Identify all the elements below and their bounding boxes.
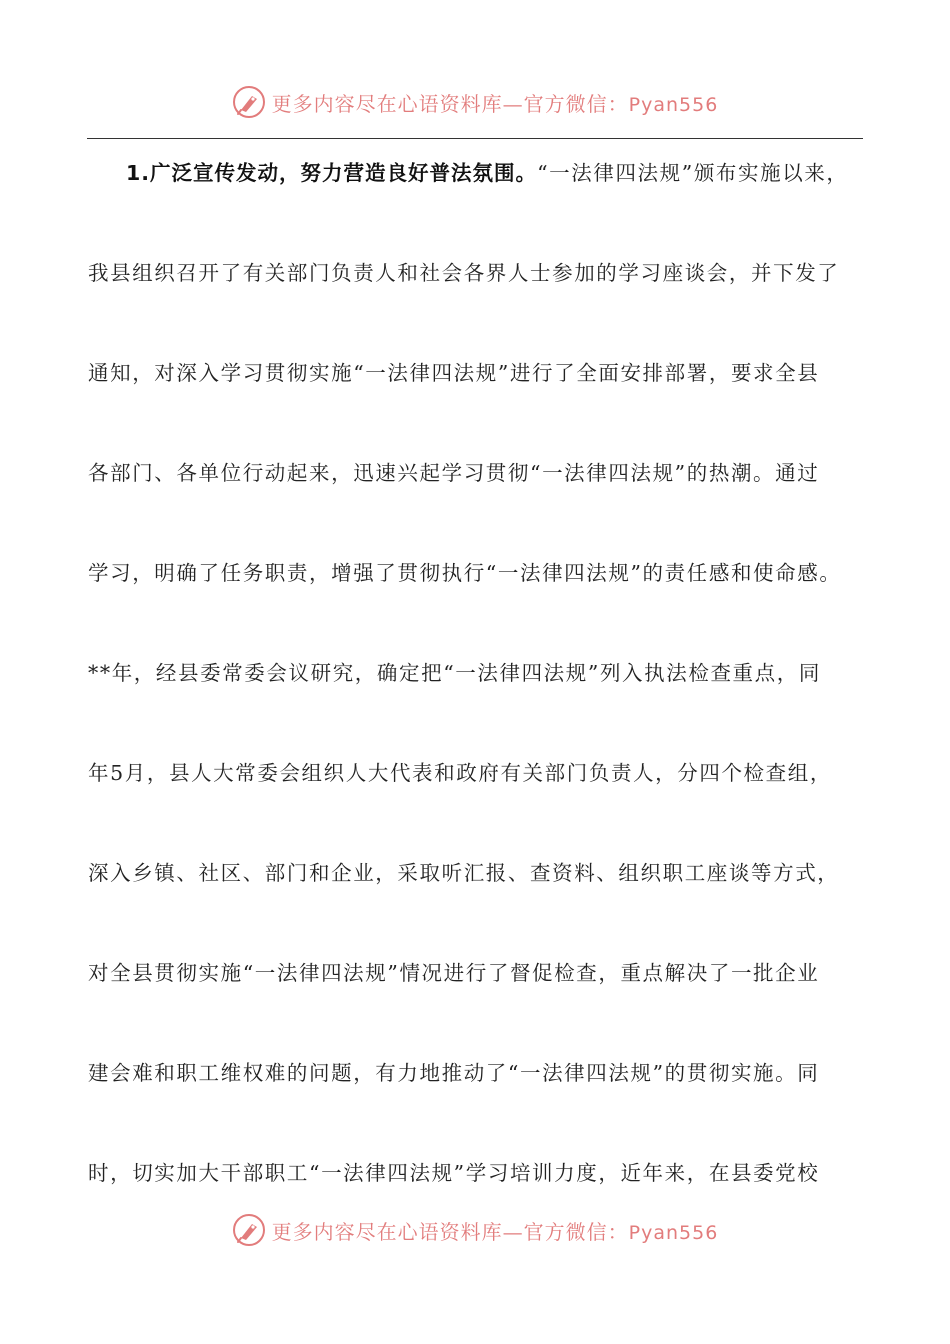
pen-nib-icon — [232, 1213, 266, 1247]
paragraph-line: 建会难和职工维权难的问题，有力地推动了“一法律四法规”的贯彻实施。同 — [88, 1061, 820, 1085]
header-wechat-id: Pyan556 — [628, 93, 719, 116]
footer-banner-text — [272, 1216, 719, 1245]
document-body — [88, 150, 864, 1250]
paragraph-line: 学习，明确了任务职责，增强了贯彻执行“一法律四法规”的责任感和使命感。 — [88, 561, 842, 585]
paragraph-line: 通知，对深入学习贯彻实施“一法律四法规”进行了全面安排部署，要求全县 — [88, 361, 820, 385]
footer-banner — [0, 1210, 950, 1250]
pen-nib-icon — [232, 85, 266, 119]
paragraph-line: 对全县贯彻实施“一法律四法规”情况进行了督促检查，重点解决了一批企业 — [88, 961, 820, 985]
paragraph-line: 年5月，县人大常委会组织人大代表和政府有关部门负责人，分四个检查组， — [88, 761, 832, 785]
paragraph-line: **年，经县委常委会议研究，确定把“一法律四法规”列入执法检查重点，同 — [88, 661, 821, 685]
paragraph-line: 时，切实加大干部职工“一法律四法规”学习培训力度，近年来，在县委党校 — [88, 1161, 820, 1185]
section-heading: 1.广泛宣传发动，努力营造良好普法氛围。 — [126, 161, 538, 185]
paragraph-line: 各部门、各单位行动起来，迅速兴起学习贯彻“一法律四法规”的热潮。通过 — [88, 461, 820, 485]
header-banner-text — [272, 88, 719, 117]
paragraph-text: “一法律四法规”颁布实施以来， — [537, 161, 849, 185]
footer-wechat-id: Pyan556 — [628, 1221, 719, 1244]
header-banner-label: 更多内容尽在心语资料库—官方微信： — [271, 91, 629, 116]
header-divider — [87, 138, 863, 139]
footer-banner-label: 更多内容尽在心语资料库—官方微信： — [271, 1219, 629, 1244]
paragraph-line: 我县组织召开了有关部门负责人和社会各界人士参加的学习座谈会，并下发了 — [88, 261, 840, 285]
paragraph-line — [88, 150, 864, 250]
header-banner — [0, 82, 950, 122]
paragraph-line: 深入乡镇、社区、部门和企业，采取听汇报、查资料、组织职工座谈等方式， — [88, 861, 840, 885]
